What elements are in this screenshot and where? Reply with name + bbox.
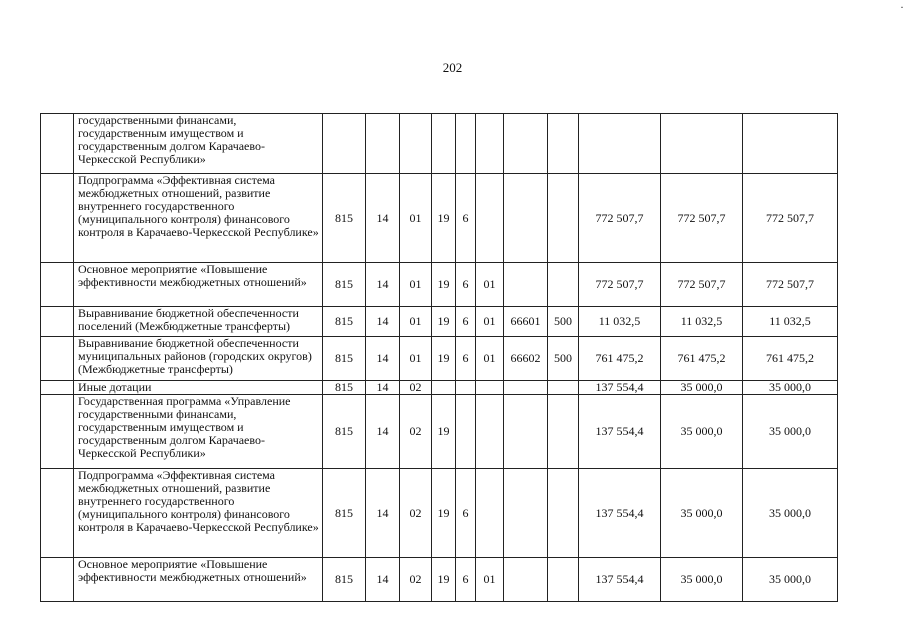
event-code-cell <box>476 469 504 558</box>
amount-year1-cell: 137 554,4 <box>579 558 661 602</box>
section-cell: 14 <box>366 337 400 381</box>
program-code-cell: 19 <box>432 174 456 263</box>
section-cell <box>366 114 400 174</box>
program-code-cell: 19 <box>432 263 456 307</box>
amount-year2-cell: 35 000,0 <box>661 558 743 602</box>
direction-code-cell: 66602 <box>504 337 548 381</box>
amount-year3-cell: 35 000,0 <box>743 381 838 395</box>
ved-cell: 815 <box>323 558 366 602</box>
table-row <box>41 307 838 337</box>
expense-type-cell <box>548 469 579 558</box>
table-row <box>41 469 838 558</box>
subsection-cell <box>400 114 432 174</box>
amount-year3-cell: 772 507,7 <box>743 174 838 263</box>
row-number-cell <box>41 558 74 602</box>
subprogram-code-cell: 6 <box>456 263 476 307</box>
row-name-cell: государственными финансами, государственным имуществом и государственным долгом Карачаево-Черкесской Республики» <box>74 114 323 174</box>
table-row <box>41 381 838 395</box>
expense-type-cell: 500 <box>548 307 579 337</box>
row-number-cell <box>41 174 74 263</box>
section-cell: 14 <box>366 307 400 337</box>
amount-year3-cell: 35 000,0 <box>743 469 838 558</box>
ved-cell: 815 <box>323 307 366 337</box>
direction-code-cell <box>504 114 548 174</box>
ved-cell: 815 <box>323 174 366 263</box>
amount-year2-cell: 11 032,5 <box>661 307 743 337</box>
amount-year1-cell: 772 507,7 <box>579 263 661 307</box>
direction-code-cell <box>504 558 548 602</box>
section-cell: 14 <box>366 469 400 558</box>
table-row <box>41 395 838 469</box>
subprogram-code-cell <box>456 114 476 174</box>
program-code-cell <box>432 114 456 174</box>
expense-type-cell <box>548 381 579 395</box>
amount-year2-cell: 35 000,0 <box>661 469 743 558</box>
subsection-cell: 02 <box>400 558 432 602</box>
subprogram-code-cell: 6 <box>456 307 476 337</box>
event-code-cell <box>476 395 504 469</box>
expense-type-cell <box>548 395 579 469</box>
subprogram-code-cell: 6 <box>456 469 476 558</box>
page-number: 202 <box>442 60 463 75</box>
direction-code-cell <box>504 263 548 307</box>
table-row <box>41 114 838 174</box>
row-name-cell: Подпрограмма «Эффективная система межбюджетных отношений, развитие внутреннего государственного (муниципального контроля) финансового контроля в Карачаево-Черкесской Республике» <box>74 174 323 263</box>
row-number-cell <box>41 469 74 558</box>
amount-year1-cell: 137 554,4 <box>579 469 661 558</box>
row-name-cell: Подпрограмма «Эффективная система межбюджетных отношений, развитие внутреннего государственного (муниципального контроля) финансового контроля в Карачаево-Черкесской Республике» <box>74 469 323 558</box>
direction-code-cell <box>504 469 548 558</box>
ved-cell: 815 <box>323 395 366 469</box>
program-code-cell <box>432 381 456 395</box>
ved-cell: 815 <box>323 263 366 307</box>
amount-year1-cell <box>579 114 661 174</box>
row-name-cell: Выравнивание бюджетной обеспеченности муниципальных районов (городских округов) (Межбюджетные трансферты) <box>74 337 323 381</box>
subsection-cell: 01 <box>400 174 432 263</box>
section-cell: 14 <box>366 381 400 395</box>
expense-type-cell <box>548 558 579 602</box>
subprogram-code-cell <box>456 395 476 469</box>
subsection-cell: 02 <box>400 395 432 469</box>
amount-year3-cell: 772 507,7 <box>743 263 838 307</box>
expense-type-cell <box>548 114 579 174</box>
table-row <box>41 174 838 263</box>
program-code-cell: 19 <box>432 337 456 381</box>
amount-year3-cell: 761 475,2 <box>743 337 838 381</box>
section-cell: 14 <box>366 395 400 469</box>
program-code-cell: 19 <box>432 558 456 602</box>
event-code-cell: 01 <box>476 263 504 307</box>
amount-year2-cell: 35 000,0 <box>661 395 743 469</box>
event-code-cell <box>476 174 504 263</box>
direction-code-cell <box>504 395 548 469</box>
program-code-cell: 19 <box>432 469 456 558</box>
amount-year1-cell: 11 032,5 <box>579 307 661 337</box>
budget-table <box>40 113 838 602</box>
table-row <box>41 337 838 381</box>
row-number-cell <box>41 337 74 381</box>
row-name-cell: Основное мероприятие «Повышение эффективности межбюджетных отношений» <box>74 263 323 307</box>
subsection-cell: 01 <box>400 307 432 337</box>
ved-cell <box>323 114 366 174</box>
event-code-cell: 01 <box>476 307 504 337</box>
amount-year2-cell: 772 507,7 <box>661 174 743 263</box>
ved-cell: 815 <box>323 381 366 395</box>
expense-type-cell <box>548 174 579 263</box>
subsection-cell: 01 <box>400 263 432 307</box>
amount-year1-cell: 137 554,4 <box>579 381 661 395</box>
ved-cell: 815 <box>323 337 366 381</box>
row-number-cell <box>41 114 74 174</box>
row-name-cell: Государственная программа «Управление государственными финансами, государственным имуществом и государственным долгом Карачаево-Черкесской Республики» <box>74 395 323 469</box>
event-code-cell <box>476 381 504 395</box>
direction-code-cell: 66601 <box>504 307 548 337</box>
subprogram-code-cell: 6 <box>456 337 476 381</box>
table-row <box>41 558 838 602</box>
row-number-cell <box>41 263 74 307</box>
subsection-cell: 02 <box>400 381 432 395</box>
amount-year3-cell: 35 000,0 <box>743 558 838 602</box>
row-number-cell <box>41 395 74 469</box>
subsection-cell: 01 <box>400 337 432 381</box>
event-code-cell: 01 <box>476 558 504 602</box>
row-name-cell: Основное мероприятие «Повышение эффективности межбюджетных отношений» <box>74 558 323 602</box>
event-code-cell: 01 <box>476 337 504 381</box>
amount-year1-cell: 761 475,2 <box>579 337 661 381</box>
amount-year2-cell <box>661 114 743 174</box>
program-code-cell: 19 <box>432 307 456 337</box>
direction-code-cell <box>504 174 548 263</box>
row-number-cell <box>41 307 74 337</box>
subprogram-code-cell <box>456 381 476 395</box>
row-number-cell <box>41 381 74 395</box>
event-code-cell <box>476 114 504 174</box>
corner-mark: · <box>900 0 904 14</box>
row-name-cell: Иные дотации <box>74 381 323 395</box>
expense-type-cell: 500 <box>548 337 579 381</box>
section-cell: 14 <box>366 174 400 263</box>
program-code-cell: 19 <box>432 395 456 469</box>
subsection-cell: 02 <box>400 469 432 558</box>
amount-year3-cell: 35 000,0 <box>743 395 838 469</box>
row-name-cell: Выравнивание бюджетной обеспеченности поселений (Межбюджетные трансферты) <box>74 307 323 337</box>
subprogram-code-cell: 6 <box>456 558 476 602</box>
direction-code-cell <box>504 381 548 395</box>
expense-type-cell <box>548 263 579 307</box>
amount-year3-cell: 11 032,5 <box>743 307 838 337</box>
amount-year2-cell: 35 000,0 <box>661 381 743 395</box>
amount-year3-cell <box>743 114 838 174</box>
amount-year1-cell: 772 507,7 <box>579 174 661 263</box>
table-row <box>41 263 838 307</box>
ved-cell: 815 <box>323 469 366 558</box>
amount-year1-cell: 137 554,4 <box>579 395 661 469</box>
subprogram-code-cell: 6 <box>456 174 476 263</box>
amount-year2-cell: 772 507,7 <box>661 263 743 307</box>
amount-year2-cell: 761 475,2 <box>661 337 743 381</box>
section-cell: 14 <box>366 558 400 602</box>
section-cell: 14 <box>366 263 400 307</box>
